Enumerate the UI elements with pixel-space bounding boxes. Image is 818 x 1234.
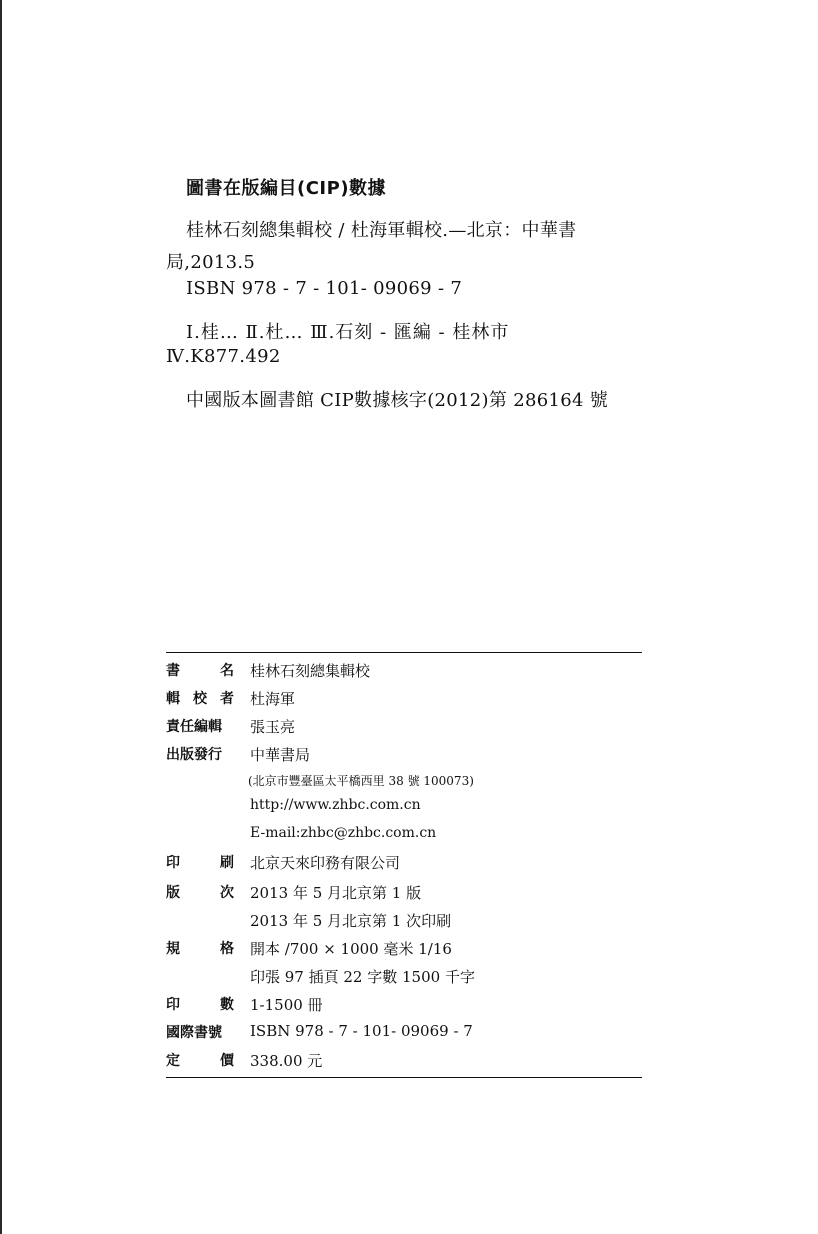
row-value: 張玉亮 [250, 718, 296, 736]
label-char: 規 [166, 941, 180, 957]
cip-record-number: 中國版本圖書館 CIP數據核字(2012)第 286164 號 [186, 390, 609, 411]
label-char: 國際書號 [166, 1025, 222, 1041]
colophon-top-rule [166, 652, 642, 653]
label-char: 數 [220, 997, 234, 1013]
label-char: 定 [166, 1053, 180, 1069]
label-char: 者 [220, 691, 234, 707]
label-char: 次 [220, 885, 234, 901]
label-char: 輯 [166, 691, 180, 707]
row-value: 開本 /700 × 1000 毫米 1/16 [250, 940, 452, 958]
row-value: ISBN 978 - 7 - 101- 09069 - 7 [250, 1022, 473, 1040]
cip-title-line-continued: 局,2013.5 [166, 252, 256, 273]
publisher-url: http://www.zhbc.com.cn [250, 797, 421, 813]
cip-classification: Ⅳ.K877.492 [166, 346, 281, 367]
publisher-email: E-mail:zhbc@zhbc.com.cn [250, 825, 437, 841]
row-label [166, 938, 234, 958]
row-value: 桂林石刻總集輯校 [250, 662, 371, 680]
row-label [166, 852, 234, 872]
cip-subject-headings: Ⅰ.桂… Ⅱ.杜… Ⅲ.石刻 - 匯編 - 桂林市 [186, 322, 510, 343]
label-char: 版 [166, 885, 180, 901]
row-value: 北京天來印務有限公司 [250, 854, 401, 872]
label-char: 名 [220, 663, 234, 679]
row-label [166, 688, 234, 708]
label-char: 責任編輯 [166, 719, 222, 735]
row-value: 中華書局 [250, 746, 311, 764]
row-label [166, 1050, 234, 1070]
label-char: 印 [166, 855, 180, 871]
row-value: 338.00 元 [250, 1052, 323, 1070]
row-value: 2013 年 5 月北京第 1 版 [250, 884, 422, 902]
label-char: 格 [220, 941, 234, 957]
label-char: 書 [166, 663, 180, 679]
colophon-bottom-rule [166, 1077, 642, 1078]
label-char: 刷 [220, 855, 234, 871]
format-details: 印張 97 插頁 22 字數 1500 千字 [250, 968, 475, 986]
row-label [166, 994, 234, 1014]
row-label [166, 1022, 234, 1042]
cip-isbn: ISBN 978 - 7 - 101- 09069 - 7 [186, 278, 463, 299]
page-edge [0, 0, 2, 1234]
label-char: 出版發行 [166, 747, 222, 763]
edition-printing: 2013 年 5 月北京第 1 次印刷 [250, 912, 452, 930]
cip-title-line: 桂林石刻總集輯校 / 杜海軍輯校.—北京：中華書 [186, 220, 577, 241]
publisher-address: (北京市豐臺區太平橋西里 38 號 100073) [248, 774, 474, 788]
row-value: 1-1500 冊 [250, 996, 323, 1014]
row-value: 杜海軍 [250, 690, 296, 708]
row-label [166, 660, 234, 680]
cip-heading: 圖書在版編目(CIP)數據 [186, 178, 387, 199]
row-label [166, 716, 234, 736]
label-char: 印 [166, 997, 180, 1013]
row-label [166, 882, 234, 902]
label-char: 校 [193, 691, 207, 707]
label-char: 價 [220, 1053, 234, 1069]
row-label [166, 744, 234, 764]
